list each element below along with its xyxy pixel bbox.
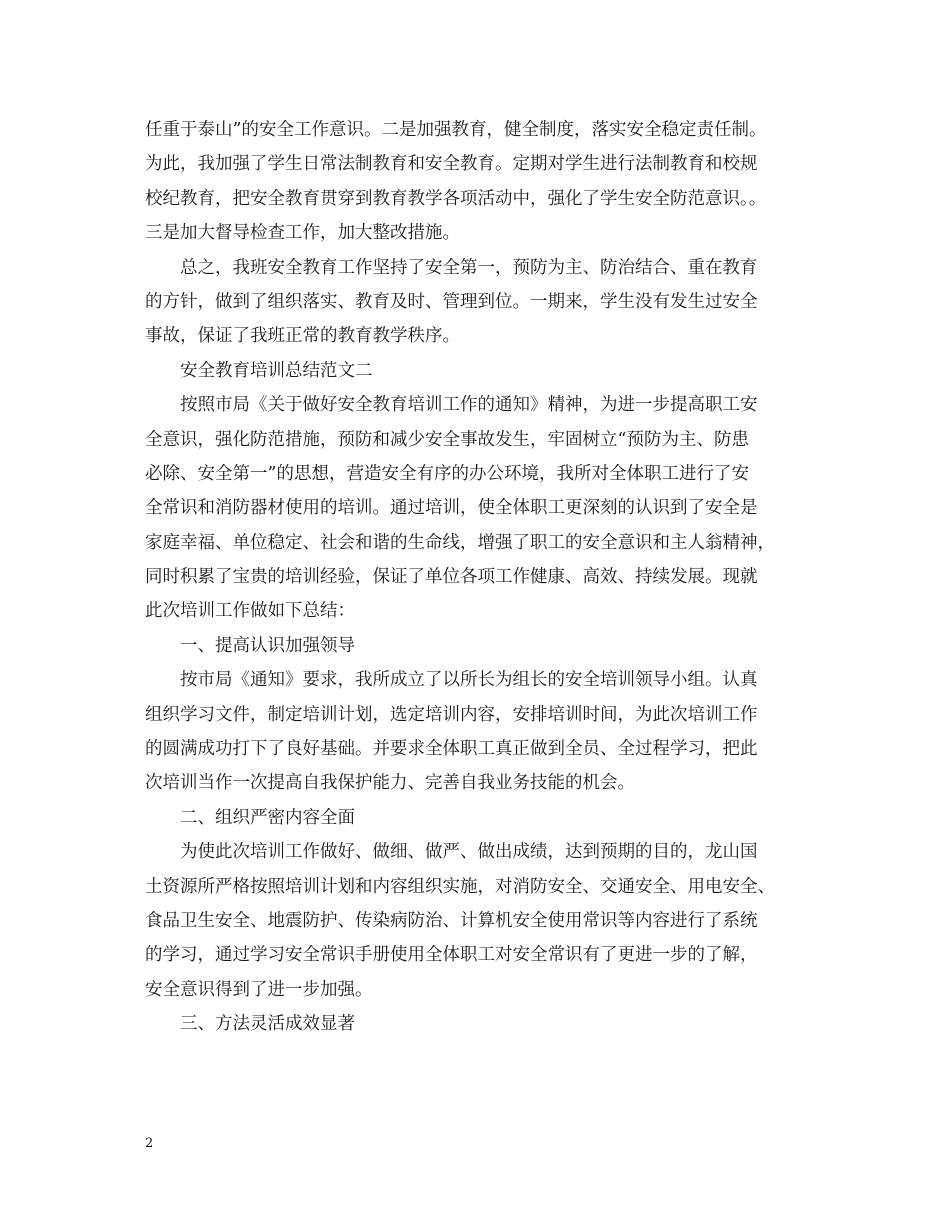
body-text <box>145 113 815 1042</box>
text-line: 次培训当作一次提高自我保护能力、完善自我业务技能的机会。 <box>145 773 635 794</box>
text-line: 总之，我班安全教育工作坚持了安全第一，预防为主、防治结合、重在教育 <box>180 257 758 278</box>
text-line: 为此，我加强了学生日常法制教育和安全教育。定期对学生进行法制教育和校规 <box>145 154 758 175</box>
text-line: 组织学习文件，制定培训计划，选定培训内容，安排培训时间，为此次培训工作 <box>145 704 758 725</box>
text-line: 任重于泰山”的安全工作意识。二是加强教育，健全制度，落实安全稳定责任制。 <box>145 120 767 140</box>
section-heading: 二、组织严密内容全面 <box>180 807 355 828</box>
text-line: 的圆满成功打下了良好基础。并要求全体职工真正做到全员、全过程学习，把此 <box>145 739 758 760</box>
section-heading: 三、方法灵活成效显著 <box>180 1014 355 1035</box>
section-heading: 一、提高认识加强领导 <box>180 635 355 656</box>
text-line: 土资源所严格按照培训计划和内容组织实施，对消防安全、交通安全、用电安全、 <box>145 876 775 897</box>
text-line: 食品卫生安全、地震防护、传染病防治、计算机安全使用常识等内容进行了系统 <box>145 910 758 931</box>
text-line: 按照市局《关于做好安全教育培训工作的通知》精神，为进一步提高职工安 <box>180 395 758 416</box>
text-line: 三是加大督导检查工作，加大整改措施。 <box>145 223 460 244</box>
text-line: 安全意识得到了进一步加强。 <box>145 979 373 1000</box>
text-line: 此次培训工作做如下总结： <box>145 601 355 622</box>
text-line: 事故，保证了我班正常的教育教学秩序。 <box>145 326 460 347</box>
text-line: 同时积累了宝贵的培训经验，保证了单位各项工作健康、高效、持续发展。现就 <box>145 567 758 588</box>
text-line: 按市局《通知》要求，我所成立了以所长为组长的安全培训领导小组。认真 <box>180 670 758 691</box>
text-line: 为使此次培训工作做好、做细、做严、做出成绩，达到预期的目的，龙山国 <box>180 842 758 863</box>
text-line: 家庭幸福、单位稳定、社会和谐的生命线，增强了职工的安全意识和主人翁精神， <box>145 532 775 553</box>
text-line: 全意识，强化防范措施，预防和减少安全事故发生，牢固树立“预防为主、防患 <box>145 429 749 450</box>
section-heading: 安全教育培训总结范文二 <box>180 360 373 381</box>
text-line: 全常识和消防器材使用的培训。通过培训，使全体职工更深刻的认识到了安全是 <box>145 498 758 519</box>
text-line: 必除、安全第一”的思想，营造安全有序的办公环境，我所对全体职工进行了安 <box>145 463 749 484</box>
page-number: 2 <box>145 1136 154 1151</box>
text-line: 的方针，做到了组织落实、教育及时、管理到位。一期来，学生没有发生过安全 <box>145 291 758 312</box>
text-line: 的学习，通过学习安全常识手册使用全体职工对安全常识有了更进一步的了解， <box>145 945 758 966</box>
text-line: 校纪教育，把安全教育贯穿到教育教学各项活动中，强化了学生安全防范意识。。 <box>145 188 767 209</box>
